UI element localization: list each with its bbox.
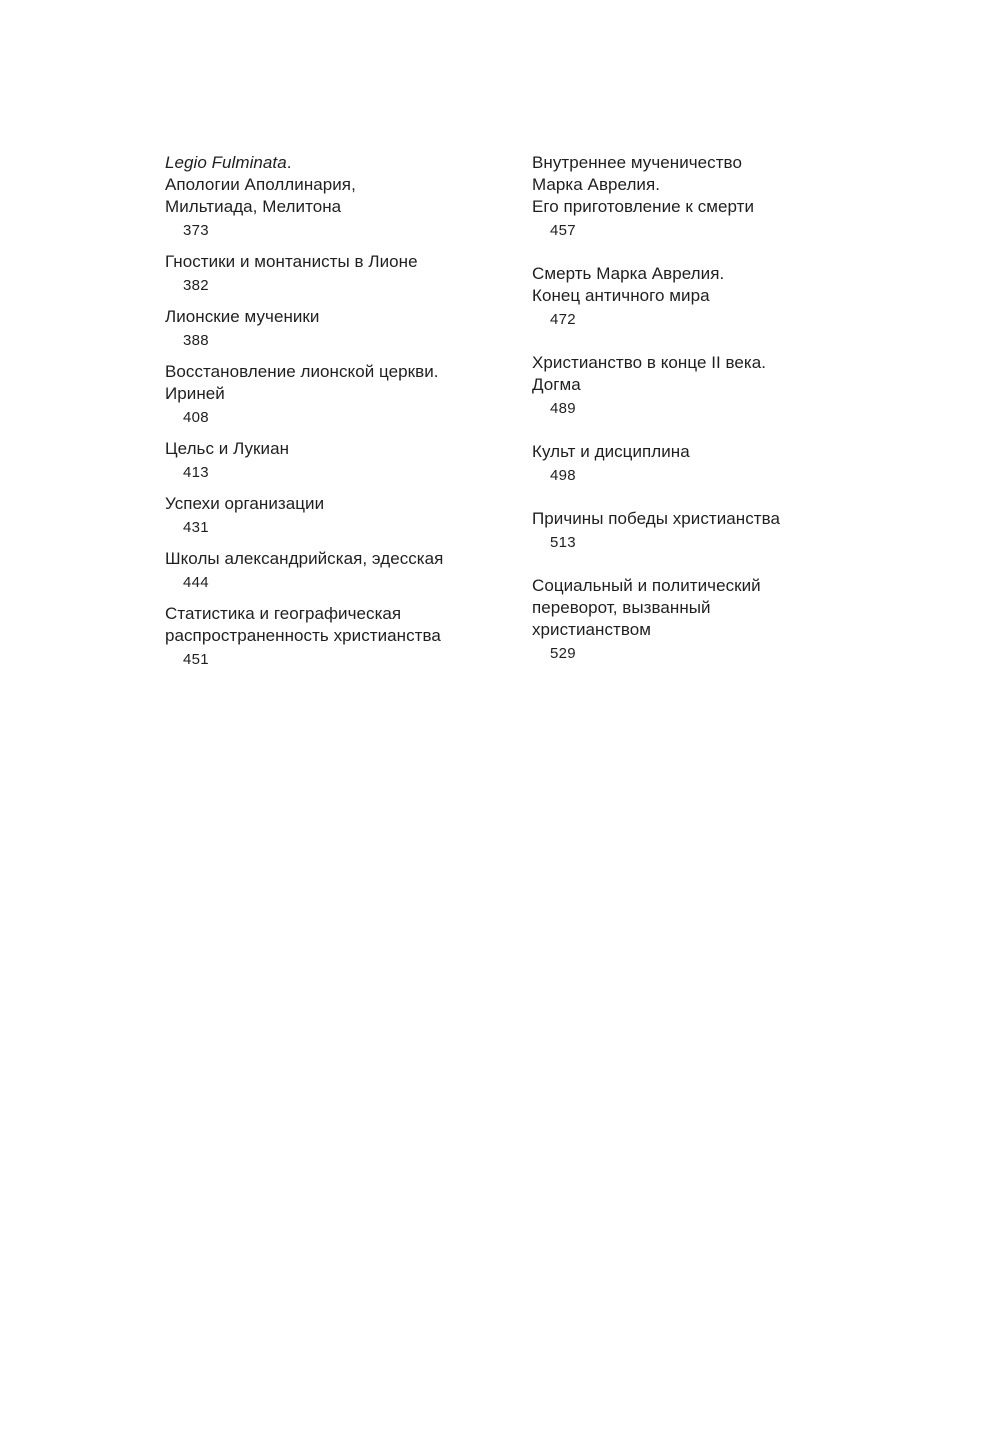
toc-entry-title-line: Христианство в конце II века. <box>532 353 767 372</box>
toc-entry <box>532 575 822 665</box>
toc-entry-title-line: Внутреннее мученичество <box>532 153 742 172</box>
toc-entry-title-line: Школы александрийская, эдесская <box>165 549 444 568</box>
toc-entry-page-number: 498 <box>550 467 576 484</box>
toc-entry-page-number: 431 <box>183 519 209 536</box>
toc-entry-title-line: Успехи организации <box>165 494 325 513</box>
toc-entry-title-line: Восстановление лионской церкви. <box>165 362 439 381</box>
toc-entry-title-line: Гностики и монтанисты в Лионе <box>165 252 418 271</box>
toc-left-column <box>165 152 510 680</box>
toc-entry-title-line: Статистика и географическая <box>165 604 402 623</box>
toc-entry-title-line: Лионские мученики <box>165 307 320 326</box>
toc-entry-title-line: христианством <box>532 620 651 639</box>
toc-entry-title-line: Ириней <box>165 384 225 403</box>
toc-entry-title-line: Мильтиада, Мелитона <box>165 197 342 216</box>
toc-entry-title-line: переворот, вызванный <box>532 598 711 617</box>
toc-entry-title-line: Цельс и Лукиан <box>165 439 290 458</box>
toc-entry <box>165 152 510 242</box>
toc-entry <box>165 361 510 429</box>
toc-entry-page-number: 413 <box>183 464 209 481</box>
toc-entry-title-line: Его приготовление к смерти <box>532 197 755 216</box>
toc-entry-page-number: 472 <box>550 311 576 328</box>
toc-entry <box>532 263 822 331</box>
toc-entry <box>532 508 822 554</box>
toc-entry-page-number: 444 <box>183 574 209 591</box>
toc-entry-title-line: распространенность христианства <box>165 626 441 645</box>
toc-entry-title-line: Смерть Марка Аврелия. <box>532 264 725 283</box>
toc-entry <box>165 306 510 352</box>
toc-entry-title-line <box>165 152 510 174</box>
toc-entry <box>165 251 510 297</box>
toc-entry <box>532 352 822 420</box>
toc-entry-page-number: 529 <box>550 645 576 662</box>
toc-entry <box>165 493 510 539</box>
toc-entry-title-line: Апологии Аполлинария, <box>165 175 356 194</box>
toc-entry-page-number: 489 <box>550 400 576 417</box>
toc-entry-page-number: 388 <box>183 332 209 349</box>
toc-entry-page-number: 451 <box>183 651 209 668</box>
toc-right-column <box>532 152 822 686</box>
toc-entry <box>532 441 822 487</box>
toc-entry-title-line: Культ и дисциплина <box>532 442 690 461</box>
toc-entry-title-line: Догма <box>532 375 581 394</box>
toc-entry-title-line: Причины победы христианства <box>532 509 781 528</box>
toc-entry-page-number: 408 <box>183 409 209 426</box>
toc-entry-page-number: 513 <box>550 534 576 551</box>
toc-entry <box>165 603 510 671</box>
toc-entry-page-number: 457 <box>550 222 576 239</box>
toc-entry-title-italic: Legio Fulminata <box>165 153 287 172</box>
toc-entry-title-punct: . <box>286 153 292 172</box>
toc-entry-title-line: Социальный и политический <box>532 576 761 595</box>
toc-entry <box>165 438 510 484</box>
toc-entry-title-line: Марка Аврелия. <box>532 175 661 194</box>
toc-entry <box>165 548 510 594</box>
toc-entry-page-number: 373 <box>183 222 209 239</box>
toc-entry <box>532 152 822 242</box>
toc-entry-title-line: Конец античного мира <box>532 286 710 305</box>
toc-entry-page-number: 382 <box>183 277 209 294</box>
